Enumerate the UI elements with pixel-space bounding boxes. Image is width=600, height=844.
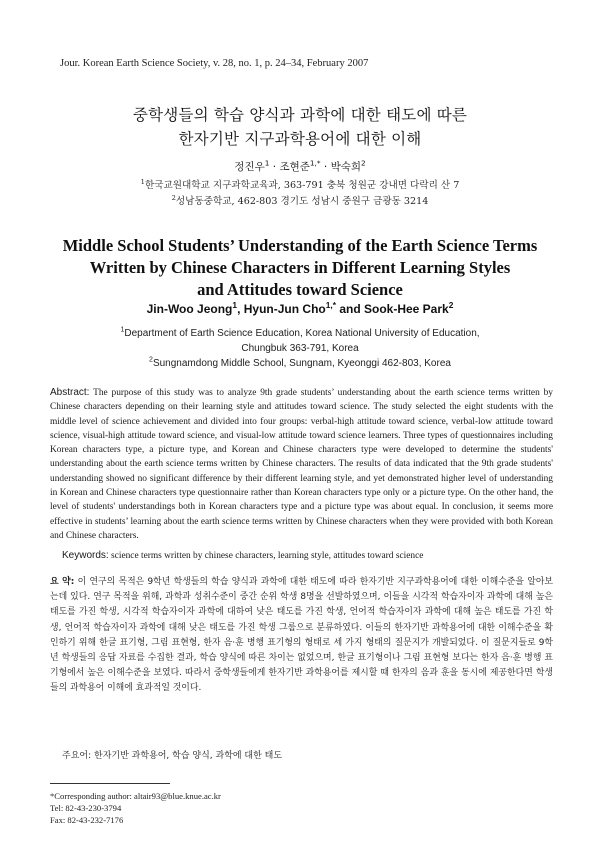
- telephone: Tel: 82-43-230-3794: [50, 803, 122, 813]
- abstract-label: Abstract:: [50, 387, 90, 398]
- korean-keywords-text: 한자기반 과학용어, 학습 양식, 과학에 대한 태도: [94, 751, 283, 761]
- korean-affiliations: [0, 178, 600, 210]
- author-separator: ·: [320, 161, 331, 173]
- english-title: [0, 235, 600, 301]
- korean-author-1: 정진우: [234, 161, 265, 173]
- korean-author-2: 조현준: [279, 161, 310, 173]
- english-title-line-2: Written by Chinese Characters in Different Learning Styles: [89, 258, 511, 277]
- english-abstract: [50, 386, 553, 543]
- english-affiliations: [40, 326, 560, 371]
- korean-affiliation-2: $^2$성남동중학교, 462-803 경기도 성남시 중원구 금광동 3214: [171, 193, 429, 207]
- footnote-divider: [50, 783, 170, 784]
- korean-author-1-mark: 1: [264, 158, 270, 168]
- author-separator: ·: [269, 161, 280, 173]
- journal-header: Jour. Korean Earth Science Society, v. 28, no. 1, p. 24–34, February 2007: [60, 58, 369, 69]
- korean-title: [0, 103, 600, 151]
- english-affiliation-1: $^1$Department of Earth Science Education, Korea National University of Education,: [120, 326, 480, 339]
- keywords-label: Keywords:: [62, 550, 109, 561]
- fax: Fax: 82-43-232-7176: [50, 815, 124, 825]
- abstract-text: The purpose of this study was to analyze 9th grade students’ understanding about the earth science terms written by Chinese characters depending on their learning style and attitudes toward science. The study selected the eight students with the middle level of science achievement and divided into four groups: verbal-high attitude toward science, verbal-low attitude toward science, visual-high attitude toward science, and visual-low attitude toward science learners. Three types of questionnaires including Korean characters type, a picture type, and Korean and Chinese characters type were developed to determine the students' understanding about the earth science terms written by Chinese characters. The results of data indicated that the 9th grade students' understanding showed no significant difference by their different learning style, and yet demonstrated higher level of understanding in Korean and Chinese characters type questionnaire rather than Korean characters type only or a picture type. On the other hand, the level of students' understandings both in Korean characters type and a picture type was about equal. In conclusion, it seems more effective in students’ learning about the earth science terms written by Chinese characters when they were provided with both Korean and Chinese characters.: [50, 388, 553, 541]
- korean-abstract: [50, 575, 553, 697]
- korean-author-2-mark: 1,*: [309, 158, 321, 168]
- keywords-text: science terms written by chinese characters, learning style, attitudes toward science: [111, 551, 424, 561]
- english-author-1: Jin-Woo Jeong: [146, 302, 233, 316]
- korean-affiliation-1: $^1$한국교원대학교 지구과학교육과, 363-791 충북 청원군 강내면 다락리 산 7: [140, 177, 460, 191]
- korean-author-3-mark: 2: [361, 158, 366, 168]
- korean-abstract-label: 요 약:: [50, 577, 75, 587]
- korean-title-line-2: 한자기반 지구과학용어에 대한 이해: [178, 130, 422, 148]
- korean-keywords: [62, 748, 552, 761]
- english-authors: Jin-Woo Jeong$^1$, Hyun-Jun Cho$^{1,*}$ and Sook-Hee Park$^2$: [146, 300, 454, 316]
- english-affiliation-2: $^2$Sungnamdong Middle School, Sungnam, Kyeonggi 462-803, Korea: [149, 356, 451, 369]
- korean-title-line-1: 중학생들의 학습 양식과 과학에 대한 태도에 따른: [132, 106, 468, 124]
- english-author-2: Hyun-Jun Cho: [243, 302, 326, 316]
- english-keywords: [62, 550, 552, 561]
- korean-keywords-label: 주요어:: [62, 751, 92, 761]
- corresponding-author: *Corresponding author: altair93@blue.knue.ac.kr: [50, 791, 221, 801]
- korean-author-3: 박숙희: [330, 161, 362, 173]
- footnote: [50, 790, 221, 826]
- english-title-line-3: and Attitudes toward Science: [197, 280, 403, 299]
- korean-authors: [0, 159, 600, 174]
- english-author-3: Sook-Hee Park: [364, 302, 449, 316]
- english-title-line-1: Middle School Students’ Understanding of the Earth Science Terms: [62, 236, 538, 255]
- english-affiliation-1-cont: Chungbuk 363-791, Korea: [241, 343, 359, 354]
- korean-abstract-text: 이 연구의 목적은 9학년 학생들의 학습 양식과 과학에 대한 태도에 따라 한자기반 지구과학용어에 대한 이해수준을 알아보는데 있다. 연구 목적을 위해, 과학과 성취수준이 중간 순위 학생 8명을 선발하였으며, 이들을 시각적 학습자이자 과학에 대해 높은 태도를 가진 학생, 시각적 학습자이자 과학에 대하여 낮은 태도를 가진 학생, 언어적 학습자이자 과학에 대해 높은 태도를 가진 학생, 언어적 학습자이자 과학에 대해 낮은 태도를 가진 학생 그룹으로 분류하였다. 이들의 한자기반 과학용어에 대한 이해수준을 확인하기 위해 한글 표기형, 그림 표현형, 한자 음·훈 병행 표기형의 형태로 세 가지 형태의 질문지가 개발되었다. 이 질문지들로 9학년 학생들의 응답 자료를 수집한 결과, 학습 양식에 따른 차이는 없었으며, 한글 표기형이나 그림 표현형 보다는 한자 음·훈 병행 표기형에서 높은 이해수준을 보였다. 따라서 중학생들에게 한자기반 과학용어를 제시할 때 한자의 음과 훈을 동시에 제공한다면 학생들의 과학용어 이해에 효과적일 것이다.: [50, 577, 553, 694]
